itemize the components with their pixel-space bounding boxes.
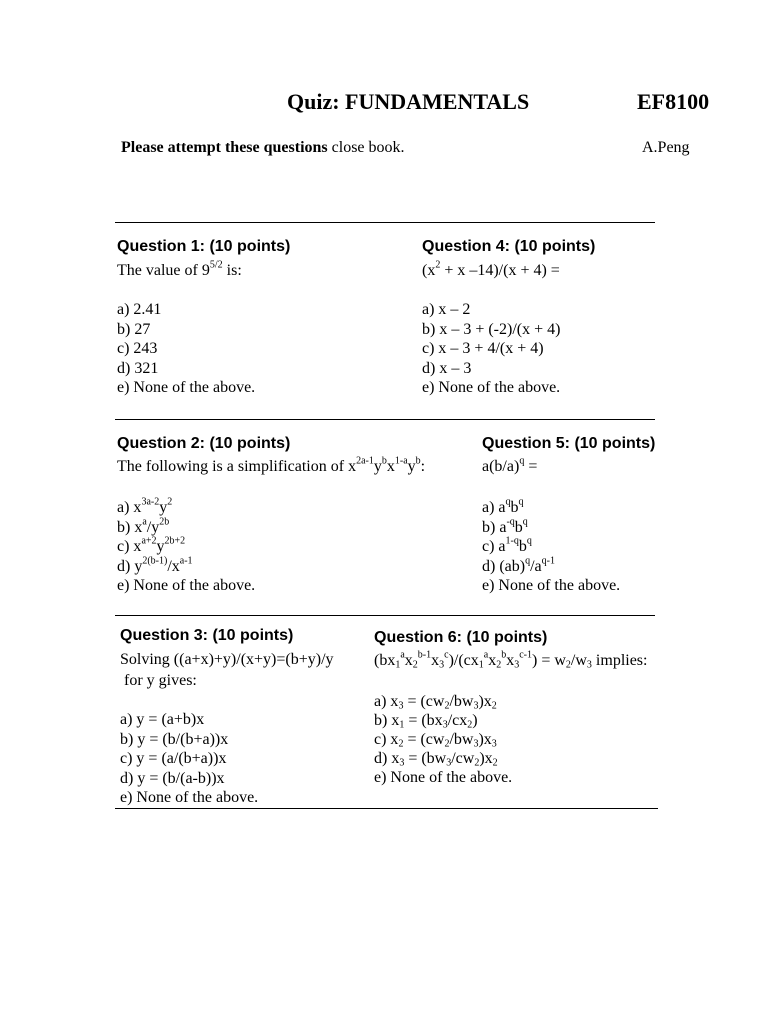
q6-option-a <box>374 692 512 711</box>
q6-option-a-s2: 3 <box>473 700 479 712</box>
q6-prompt-e2: b-1 <box>417 649 432 661</box>
q6-prompt-p2: x <box>431 652 440 669</box>
q4-prompt-exponent: 2 <box>435 259 441 271</box>
q5-prompt-suffix: = <box>524 458 538 475</box>
q2-option-b-mid: /y <box>146 518 160 536</box>
q6-prompt-s7: 2 <box>565 659 571 671</box>
q3-option-d: d) y = (b/(a-b))x <box>120 769 225 787</box>
course-code: EF8100 <box>637 89 710 114</box>
q6-option-c-s3: 3 <box>491 738 497 750</box>
q6-prompt-e4: a <box>483 649 489 661</box>
q2-prompt <box>117 455 426 476</box>
q6-option-d-s1: 3 <box>446 757 452 769</box>
q1-option-a: a) 2.41 <box>117 301 162 318</box>
q5-options <box>482 498 620 596</box>
q6-option-b-s2: 2 <box>467 719 473 731</box>
q6-option-d-s3: 2 <box>492 757 498 769</box>
q2-prompt-y2: y <box>407 458 416 475</box>
q6-option-a-s3: 2 <box>491 700 497 712</box>
q4-heading: Question 4: (10 points) <box>422 238 596 255</box>
q6-heading: Question 6: (10 points) <box>374 629 548 646</box>
q6-option-d-t3: )x <box>479 750 493 767</box>
q6-option-b-s0: 1 <box>399 719 405 731</box>
q6-prompt <box>374 649 648 671</box>
q1-option-b: b) 27 <box>117 320 151 338</box>
q6-option-d-t1: = (bw <box>404 750 447 767</box>
q2-option-b-exp1: a <box>142 516 147 528</box>
q6-prompt-s3: 3 <box>439 659 445 671</box>
q6-option-a-t1: = (cw <box>403 693 445 710</box>
q6-option-d-t2: /cw <box>451 750 475 767</box>
q2-option-b-exp2: 2b <box>159 516 170 528</box>
q6-prompt-p3: )/(cx <box>448 652 479 669</box>
q6-option-a-t3: )x <box>478 693 492 710</box>
q2-option-a <box>117 498 255 518</box>
q5-option-d-text: d) (ab) <box>482 557 526 575</box>
q5-option-c-exp1: 1-q <box>505 535 519 547</box>
q2-option-c-exp2: 2b+2 <box>164 535 186 547</box>
q2-options <box>117 498 255 596</box>
q5-option-d-exp1: q <box>525 555 531 567</box>
q6-prompt-s8: 3 <box>586 659 592 671</box>
q4-options <box>422 300 560 398</box>
divider-top <box>115 222 655 223</box>
q3-option-c: c) y = (a/(b+a))x <box>120 750 227 768</box>
q5-option-c-exp2: q <box>526 535 532 547</box>
q5-option-d-mid: /a <box>530 557 542 575</box>
q1-option-d: d) 321 <box>117 359 159 377</box>
q5-option-a <box>482 498 620 518</box>
q6-prompt-p7: /w <box>570 652 587 669</box>
q3-option-b: b) y = (b/(b+a))x <box>120 730 229 748</box>
q4-option-b: b) x – 3 + (-2)/(x + 4) <box>422 320 561 338</box>
q6-option-c-t2: /bw <box>449 731 474 748</box>
q5-option-c-text: c) a <box>482 538 506 556</box>
author: A.Peng <box>642 139 690 156</box>
q6-prompt-s4: 1 <box>478 659 484 671</box>
instructions-bold: Please attempt these questions <box>121 139 328 156</box>
q6-option-a-t2: /bw <box>449 693 474 710</box>
q3-options <box>120 710 258 808</box>
q6-option-b-t1: = (bx <box>404 712 443 729</box>
q6-option-d-s0: 3 <box>399 757 405 769</box>
q6-prompt-s6: 3 <box>514 659 520 671</box>
q5-option-a-mid: b <box>510 499 519 516</box>
instructions <box>121 139 405 157</box>
q6-prompt-e1: a <box>400 649 405 661</box>
q3-prompt-line2: for y gives: <box>120 672 197 689</box>
q5-option-b-exp1: -q <box>506 516 515 528</box>
q5-option-a-exp1: q <box>505 496 511 508</box>
q5-option-d-exp2: q-1 <box>541 555 555 567</box>
q3-option-e: e) None of the above. <box>120 789 259 807</box>
q6-option-d-s2: 2 <box>474 757 480 769</box>
q2-option-c-exp1: a+2 <box>141 535 157 547</box>
q6-prompt-e3: c <box>444 649 449 661</box>
q6-prompt-p8: implies: <box>591 652 648 669</box>
q6-prompt-s5: 2 <box>496 659 502 671</box>
q5-option-a-text: a) a <box>482 499 506 516</box>
q2-option-d <box>117 557 255 577</box>
q1-prompt-text: The value of 9 <box>117 262 210 279</box>
q6-option-a-t0: a) x <box>374 693 399 710</box>
q1-options <box>117 300 255 398</box>
q2-option-c-mid: y <box>156 538 165 556</box>
q2-option-c <box>117 537 255 557</box>
q4-prompt-suffix: + x –14)/(x + 4) = <box>440 262 560 279</box>
q2-option-b-text: b) x <box>117 518 143 536</box>
q6-option-c <box>374 730 512 749</box>
q6-prompt-p6: ) = w <box>532 652 566 669</box>
q2-option-d-exp2: a-1 <box>179 555 193 567</box>
q3-prompt-line1: Solving ((a+x)+y)/(x+y)=(b+y)/y <box>120 651 334 668</box>
q6-option-c-t0: c) x <box>374 731 399 748</box>
q6-prompt-e5: b <box>501 649 507 661</box>
q6-option-b-t0: b) x <box>374 712 400 729</box>
q5-heading: Question 5: (10 points) <box>482 435 656 452</box>
q2-prompt-x2: x <box>386 458 395 475</box>
q1-prompt-suffix: is: <box>222 262 242 279</box>
q2-option-d-mid: /x <box>167 557 180 575</box>
q2-option-b <box>117 518 255 538</box>
q1-option-c: c) 243 <box>117 340 158 358</box>
divider-row2 <box>115 615 655 616</box>
q5-option-b-exp2: q <box>522 516 528 528</box>
q1-prompt <box>117 259 242 280</box>
q2-option-c-text: c) x <box>117 538 142 556</box>
q2-option-d-exp1: 2(b-1) <box>142 555 168 567</box>
q6-option-e: e) None of the above. <box>374 769 513 786</box>
q4-option-e: e) None of the above. <box>422 379 561 397</box>
q2-option-d-text: d) y <box>117 557 143 575</box>
q2-prompt-exp4: b <box>415 455 421 467</box>
q5-option-c-mid: b <box>518 538 527 556</box>
q1-option-e: e) None of the above. <box>117 379 256 397</box>
q5-option-b <box>482 518 620 538</box>
q5-option-a-exp2: q <box>518 496 524 508</box>
q2-prompt-text: The following is a simplification of x <box>117 458 357 475</box>
q5-option-e: e) None of the above. <box>482 577 621 595</box>
q2-option-a-exp1: 3a-2 <box>141 496 160 508</box>
q5-option-c <box>482 537 620 557</box>
divider-bottom <box>115 808 658 809</box>
q6-option-c-t1: = (cw <box>403 731 445 748</box>
q5-option-b-text: b) a <box>482 518 507 536</box>
q4-option-d: d) x – 3 <box>422 359 472 377</box>
q3-heading: Question 3: (10 points) <box>120 627 294 644</box>
q4-prompt-text: (x <box>422 262 436 279</box>
q5-option-b-mid: b <box>514 518 523 536</box>
q5-prompt-text: a(b/a) <box>482 458 520 475</box>
q5-prompt <box>482 455 538 476</box>
q6-prompt-s1: 1 <box>395 659 401 671</box>
q6-prompt-e6: c-1 <box>519 649 533 661</box>
q2-option-a-text: a) x <box>117 499 142 516</box>
q2-prompt-exp3: 1-a <box>394 455 408 467</box>
q6-prompt-s2: 2 <box>412 659 418 671</box>
q1-prompt-exponent: 5/2 <box>209 259 223 271</box>
q1-heading: Question 1: (10 points) <box>117 238 291 255</box>
divider-row1 <box>115 419 655 420</box>
q4-option-c: c) x – 3 + 4/(x + 4) <box>422 340 544 358</box>
q6-option-b-s1: 3 <box>442 719 448 731</box>
q4-option-a: a) x – 2 <box>422 301 471 318</box>
q2-prompt-y1: y <box>373 458 382 475</box>
q6-prompt-p5: x <box>506 652 515 669</box>
q6-option-b-t2: /cx <box>447 712 468 729</box>
q6-option-d <box>374 749 512 768</box>
q2-option-a-mid: y <box>159 499 168 516</box>
instructions-rest: close book. <box>327 139 405 156</box>
q4-prompt <box>422 259 560 280</box>
q5-option-d <box>482 557 620 577</box>
page-title: Quiz: FUNDAMENTALS <box>287 89 530 114</box>
q6-prompt-p0: (bx <box>374 652 396 669</box>
q6-option-a-s1: 2 <box>444 700 450 712</box>
q6-option-d-t0: d) x <box>374 750 400 767</box>
q6-prompt-p1: x <box>404 652 413 669</box>
q6-options <box>374 692 512 787</box>
q6-option-c-s1: 2 <box>444 738 450 750</box>
q6-option-b-t3: ) <box>472 712 478 729</box>
q6-option-c-s2: 3 <box>473 738 479 750</box>
q2-prompt-suffix: : <box>420 458 426 475</box>
q2-option-a-exp2: 2 <box>167 496 173 508</box>
q2-prompt-exp2: b <box>381 455 387 467</box>
q2-prompt-exp1: 2a-1 <box>356 455 374 467</box>
q6-option-a-s0: 3 <box>398 700 404 712</box>
q6-option-b <box>374 711 512 730</box>
q2-heading: Question 2: (10 points) <box>117 435 291 452</box>
q5-prompt-exponent: q <box>519 455 525 467</box>
q3-option-a: a) y = (a+b)x <box>120 711 205 728</box>
q6-option-c-t3: )x <box>478 731 492 748</box>
q6-prompt-p4: x <box>488 652 497 669</box>
q6-option-c-s0: 2 <box>398 738 404 750</box>
q2-option-e: e) None of the above. <box>117 577 256 595</box>
